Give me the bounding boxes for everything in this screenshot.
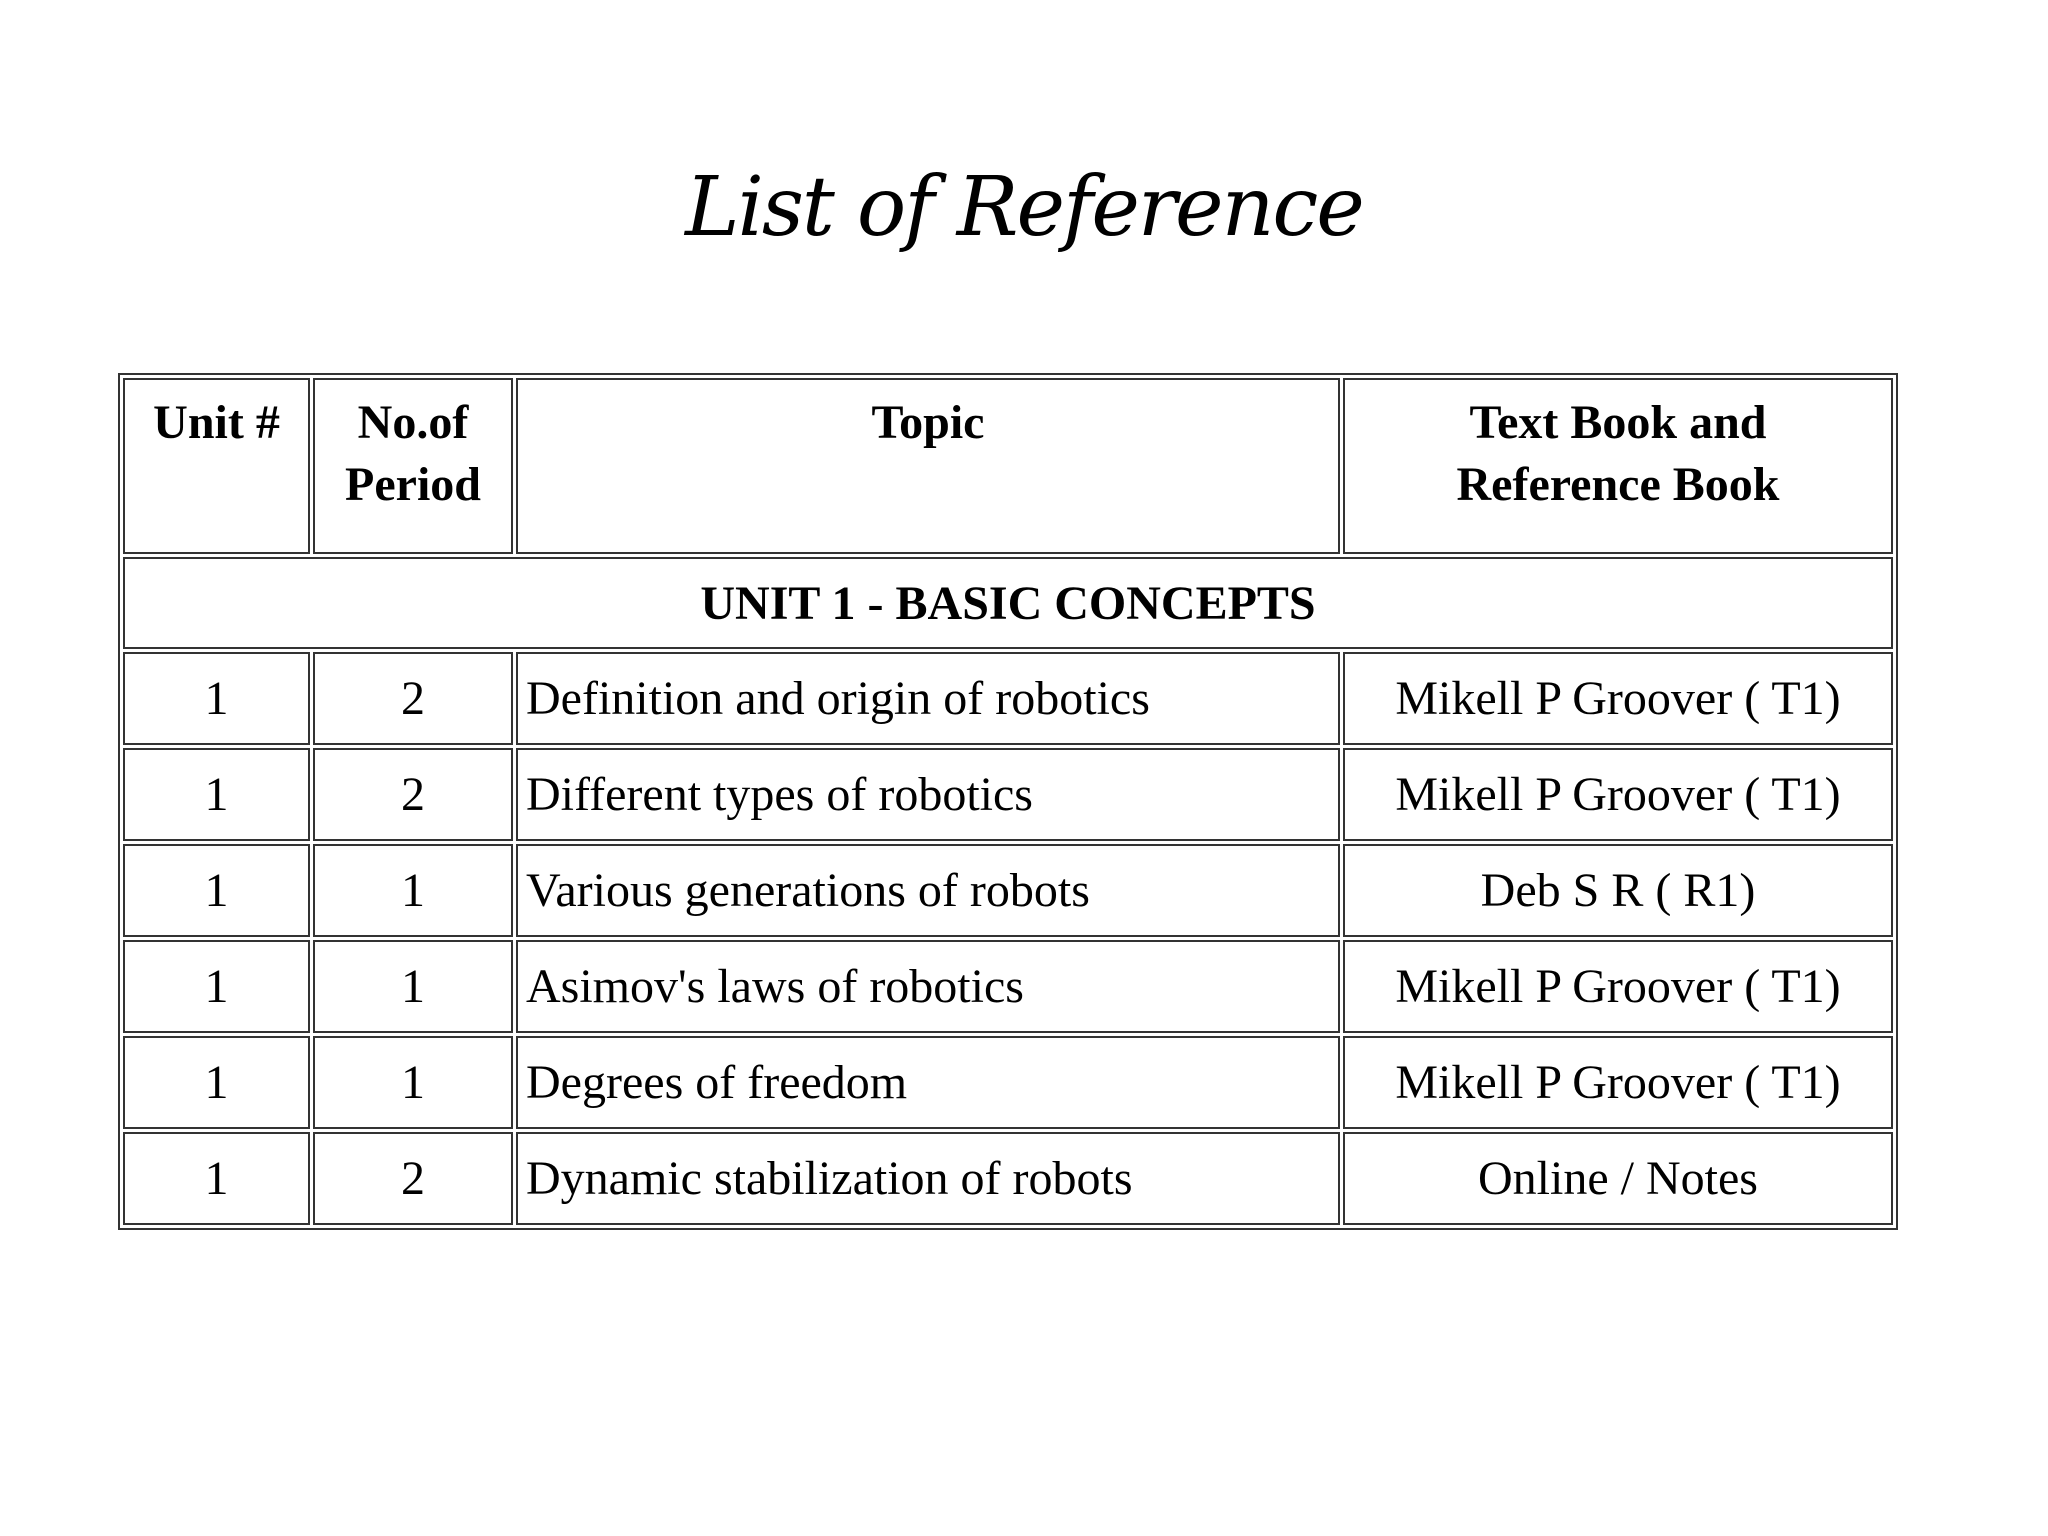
header-book — [1343, 378, 1893, 554]
page-title: List of Reference — [685, 160, 1363, 255]
cell-unit: 1 — [123, 940, 310, 1033]
cell-book: Online / Notes — [1343, 1132, 1893, 1225]
cell-periods: 1 — [313, 1036, 513, 1129]
section-title: UNIT 1 - BASIC CONCEPTS — [123, 557, 1893, 649]
cell-periods: 2 — [313, 748, 513, 841]
header-topic-label: Topic — [871, 396, 985, 449]
header-periods-line1: No.of — [357, 396, 469, 449]
table-row — [123, 1132, 1893, 1225]
cell-book: Mikell P Groover ( T1) — [1343, 748, 1893, 841]
table-row — [123, 940, 1893, 1033]
cell-unit: 1 — [123, 1036, 310, 1129]
section-row — [123, 557, 1893, 649]
cell-periods: 2 — [313, 652, 513, 745]
header-unit — [123, 378, 310, 554]
header-topic — [516, 378, 1340, 554]
cell-topic: Degrees of freedom — [516, 1036, 1340, 1129]
cell-topic: Dynamic stabilization of robots — [516, 1132, 1340, 1225]
cell-unit: 1 — [123, 1132, 310, 1225]
cell-periods: 1 — [313, 940, 513, 1033]
cell-book: Mikell P Groover ( T1) — [1343, 1036, 1893, 1129]
cell-book: Deb S R ( R1) — [1343, 844, 1893, 937]
header-book-line1: Text Book and — [1469, 396, 1767, 449]
header-row — [123, 378, 1893, 554]
table-row — [123, 844, 1893, 937]
cell-unit: 1 — [123, 652, 310, 745]
cell-book: Mikell P Groover ( T1) — [1343, 652, 1893, 745]
header-periods-line2: Period — [345, 458, 481, 511]
table-row — [123, 652, 1893, 745]
cell-topic: Asimov's laws of robotics — [516, 940, 1340, 1033]
table-row — [123, 748, 1893, 841]
header-book-line2: Reference Book — [1456, 458, 1780, 511]
header-unit-label: Unit # — [153, 396, 280, 449]
cell-topic: Definition and origin of robotics — [516, 652, 1340, 745]
cell-topic: Various generations of robots — [516, 844, 1340, 937]
table-row — [123, 1036, 1893, 1129]
cell-periods: 1 — [313, 844, 513, 937]
cell-unit: 1 — [123, 844, 310, 937]
header-periods — [313, 378, 513, 554]
cell-unit: 1 — [123, 748, 310, 841]
cell-periods: 2 — [313, 1132, 513, 1225]
cell-topic: Different types of robotics — [516, 748, 1340, 841]
cell-book: Mikell P Groover ( T1) — [1343, 940, 1893, 1033]
reference-table — [118, 373, 1898, 1230]
